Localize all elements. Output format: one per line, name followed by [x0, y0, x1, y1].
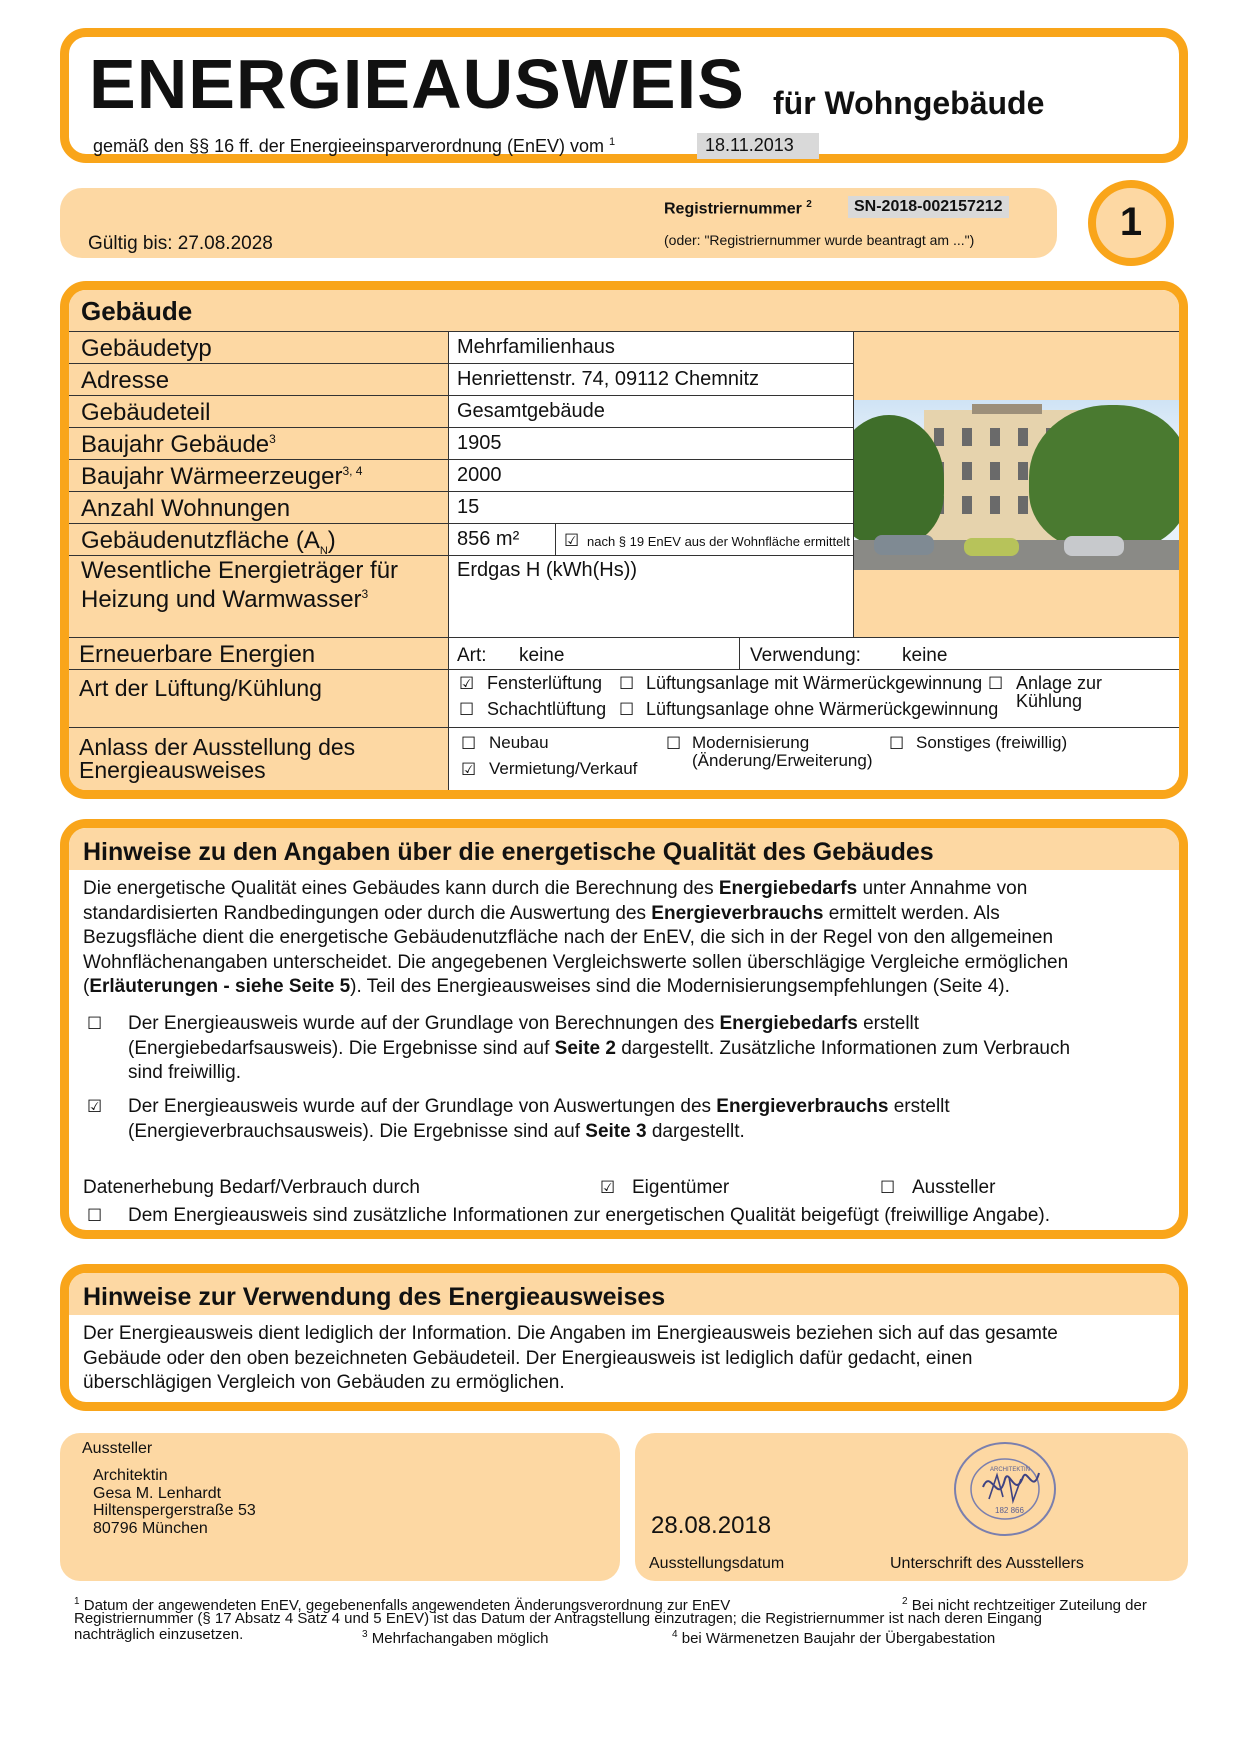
b1b: Energiebedarfs — [719, 1013, 858, 1034]
v1c: erstellt — [888, 1096, 950, 1117]
b2a: (Energiebedarfsausweis). Die Ergebnisse sind auf — [128, 1037, 555, 1059]
page-number: 1 — [1119, 200, 1143, 244]
fn3-num: 3 — [362, 1629, 368, 1640]
usage-line-3: überschlägigen Vergleich von Gebäuden zu ermöglichen. — [83, 1372, 565, 1393]
quality-line-5 — [83, 975, 1068, 1000]
renewable-use-value: keine — [902, 645, 948, 666]
vent-label-ohne-wrg: Lüftungsanlage ohne Wärmerückgewinnung — [646, 699, 999, 719]
issuer-line-2: Gesa M. Lenhardt — [93, 1484, 222, 1502]
bedarf-text — [128, 1012, 1070, 1086]
issue-date: 28.08.2018 — [651, 1512, 772, 1539]
value-adresse: Henriettenstr. 74, 09112 Chemnitz — [457, 368, 760, 390]
issuer-line-4: 80796 München — [93, 1519, 208, 1537]
occ-check-sonstiges[interactable]: ☐ — [889, 734, 905, 754]
quality-line-4: Wohnflächenangaben unterscheidet. Die angegebenen Vergleichswerte sollen überschlägige Vergleiche ermöglichen — [83, 951, 1069, 973]
label-nutzflaeche-sub: N — [319, 544, 328, 557]
issuer-line-1: Architektin — [93, 1467, 168, 1484]
building-section-title: Gebäude — [81, 296, 193, 326]
value-anzahl-wohnungen: 15 — [457, 496, 480, 518]
issuer-line-3: Hiltenspergerstraße 53 — [93, 1502, 256, 1519]
page-title: ENERGIEAUSWEIS — [89, 45, 745, 123]
v2c: dargestellt. — [646, 1120, 745, 1142]
valid-until: Gültig bis: 27.08.2028 — [88, 233, 273, 254]
occ-check-vermietung[interactable]: ☑ — [461, 760, 477, 780]
usage-line-1: Der Energieausweis dient lediglich der Information. Die Angaben im Energieausweis beziehen sich auf das gesamte — [83, 1323, 1058, 1344]
building-photo — [854, 400, 1179, 570]
renewable-type-value: keine — [519, 645, 565, 666]
stamp-title: ARCHITEKTIN — [990, 1467, 1031, 1473]
label-gebaeudetyp: Gebäudetyp — [81, 335, 212, 362]
occ-label-modernisierung: Modernisierung — [692, 733, 810, 752]
quality-notes-title: Hinweise zu den Angaben über die energetische Qualität des Gebäudes — [83, 838, 934, 866]
fn1-text: Datum der angewendeten EnEV, gegebenenfalls angewendeten Änderungsverordnung zur EnEV — [83, 1597, 731, 1614]
label-baujahr-gebaeude-text: Baujahr Gebäude — [81, 431, 270, 458]
header-box — [60, 28, 1188, 163]
regulation-text — [93, 136, 615, 157]
occ-label-vermietung: Vermietung/Verkauf — [489, 759, 638, 778]
vent-check-ohne-wrg[interactable]: ☐ — [619, 700, 635, 720]
b2b: Seite 2 — [554, 1037, 616, 1059]
reg-number: SN-2018-002157212 — [848, 196, 1009, 218]
label-energietraeger-sup: 3 — [361, 587, 369, 601]
architect-stamp — [943, 1437, 1067, 1541]
label-adresse: Adresse — [81, 367, 170, 394]
fn3-text: Mehrfachangaben möglich — [371, 1630, 549, 1647]
label-anzahl-wohnungen: Anzahl Wohnungen — [81, 495, 291, 522]
registration-bar — [60, 188, 1057, 258]
vent-check-mit-wrg[interactable]: ☐ — [619, 674, 635, 694]
label-baujahr-gebaeude — [81, 431, 276, 459]
label-energietraeger-2 — [81, 582, 368, 612]
vent-label-mit-wrg: Lüftungsanlage mit Wärmerückgewinnung — [646, 673, 983, 693]
q2a: standardisierten Randbedingungen oder durch die Auswertung des — [83, 902, 652, 924]
bedarf-line-3: sind freiwillig. — [128, 1062, 241, 1083]
fn2-num: 2 — [902, 1596, 908, 1607]
q5c: ). Teil des Energieausweises sind die Modernisierungsempfehlungen (Seite 4). — [350, 976, 1010, 997]
issuer-address — [93, 1467, 256, 1537]
label-lueftung: Art der Lüftung/Kühlung — [79, 675, 322, 701]
v2b: Seite 3 — [585, 1120, 647, 1142]
label-anlass-2: Energieausweises — [79, 757, 266, 783]
issue-date-label: Ausstellungsdatum — [649, 1555, 785, 1572]
v2a: (Energieverbrauchsausweis). Die Ergebnisse sind auf — [128, 1120, 586, 1142]
vent-check-schachtlueftung[interactable]: ☐ — [459, 700, 475, 720]
occ-label-modernisierung-2: (Änderung/Erweiterung) — [692, 751, 873, 770]
occ-check-neubau[interactable]: ☐ — [461, 734, 477, 754]
usage-notes-text — [83, 1322, 1058, 1396]
q2c: ermittelt werden. Als — [823, 902, 1000, 924]
data-collection-label: Datenerhebung Bedarf/Verbrauch durch — [83, 1177, 420, 1198]
owner-label: Eigentümer — [632, 1177, 730, 1198]
value-baujahr-gebaeude: 1905 — [457, 432, 502, 454]
label-erneuerbare: Erneuerbare Energien — [79, 641, 316, 668]
vent-label-kuehlung-2: Kühlung — [1016, 691, 1083, 711]
fn1-num: 1 — [74, 1596, 80, 1607]
stamp-number: 182 866 — [995, 1506, 1024, 1515]
q1c: unter Annahme von — [857, 878, 1028, 899]
renewable-type-label: Art: — [457, 645, 487, 666]
fn4-num: 4 — [672, 1629, 678, 1640]
reg-label — [664, 199, 812, 218]
label-energietraeger-2-text: Heizung und Warmwasser — [81, 586, 362, 613]
regulation-date: 18.11.2013 — [697, 133, 819, 159]
verbrauch-checkbox[interactable]: ☑ — [87, 1097, 103, 1117]
verbrauch-line-2 — [128, 1120, 950, 1145]
vent-check-fensterlueftung[interactable]: ☑ — [459, 674, 475, 694]
signature-label: Unterschrift des Ausstellers — [890, 1555, 1084, 1572]
occ-label-neubau: Neubau — [489, 733, 549, 752]
bedarf-line-2 — [128, 1037, 1070, 1062]
occ-label-sonstiges: Sonstiges (freiwillig) — [916, 733, 1068, 752]
value-gebaeudetyp: Mehrfamilienhaus — [457, 336, 615, 358]
occ-check-modernisierung[interactable]: ☐ — [666, 734, 682, 754]
bedarf-line-1 — [128, 1012, 1070, 1037]
label-energietraeger-1: Wesentliche Energieträger für — [81, 557, 399, 584]
fn-line3-text: nachträglich einzusetzen. — [74, 1626, 244, 1643]
regulation-footnote: 1 — [608, 136, 616, 148]
footnote-line-2: Registriernummer (§ 17 Absatz 4 Satz 4 und 5 EnEV) ist das Datum der Antragstellung einzutragen; die Registriernummer ist nach deren Eingang — [74, 1609, 1043, 1627]
verbrauch-line-1 — [128, 1095, 950, 1120]
quality-notes-text — [83, 877, 1068, 1000]
label-baujahr-waermeerzeuger-sup: 3, 4 — [342, 464, 363, 478]
label-baujahr-waermeerzeuger — [81, 463, 362, 491]
vent-label-kuehlung: Anlage zur — [1016, 673, 1103, 693]
regulation-label: gemäß den §§ 16 ff. der Energieeinsparverordnung (EnEV) vom — [93, 136, 604, 156]
quality-line-3: Bezugsfläche dient die energetische Gebäudenutzfläche nach der EnEV, die sich in der Regel von den allgemeinen — [83, 927, 1054, 948]
footnotes — [74, 1594, 1184, 1647]
verbrauch-text — [128, 1095, 950, 1144]
footnote-line-3 — [74, 1626, 1184, 1647]
q5a: ( — [83, 976, 90, 997]
reg-label-text: Registriernummer — [664, 200, 802, 218]
vent-label-schachtlueftung: Schachtlüftung — [487, 699, 607, 719]
q5b: Erläuterungen - siehe Seite 5 — [89, 976, 351, 997]
issuer-heading: Aussteller — [82, 1440, 153, 1457]
quality-line-1 — [83, 877, 1068, 902]
issuer-label: Aussteller — [912, 1177, 996, 1198]
fn2-text: Bei nicht rechtzeitiger Zuteilung der — [911, 1597, 1147, 1614]
reg-hint: (oder: "Registriernummer wurde beantragt am ...") — [664, 232, 975, 248]
page-number-badge — [1088, 180, 1174, 266]
usage-notes-title: Hinweise zur Verwendung des Energieausweises — [83, 1283, 666, 1311]
label-nutzflaeche — [81, 527, 336, 557]
b2c: dargestellt. Zusätzliche Informationen zum Verbrauch — [615, 1037, 1071, 1059]
owner-checkbox[interactable]: ☑ — [600, 1178, 616, 1198]
bedarf-checkbox[interactable]: ☐ — [87, 1014, 103, 1034]
q1a: Die energetische Qualität eines Gebäudes kann durch die Berechnung des — [83, 878, 719, 899]
usage-notes-section — [60, 1264, 1188, 1411]
area-note: nach § 19 EnEV aus der Wohnfläche ermittelt — [587, 534, 850, 549]
reg-footnote: 2 — [806, 199, 812, 210]
label-baujahr-gebaeude-sup: 3 — [269, 432, 276, 446]
value-nutzflaeche: 856 m² — [457, 528, 520, 550]
renewable-use-label: Verwendung: — [750, 645, 861, 666]
v1a: Der Energieausweis wurde auf der Grundlage von Auswertungen des — [128, 1096, 717, 1117]
label-anlass-1: Anlass der Ausstellung des — [79, 734, 356, 760]
label-gebaeudeteil: Gebäudeteil — [81, 399, 211, 426]
b1a: Der Energieausweis wurde auf der Grundlage von Berechnungen des — [128, 1013, 720, 1034]
q2b: Energieverbrauchs — [651, 902, 824, 924]
issuer-checkbox[interactable]: ☐ — [880, 1178, 896, 1198]
usage-line-2: Gebäude oder den oben bezeichneten Gebäudeteil. Der Energieausweis ist lediglich dafür gedacht, einen — [83, 1347, 973, 1369]
label-baujahr-waermeerzeuger-text: Baujahr Wärmeerzeuger — [81, 463, 343, 490]
page-subtitle: für Wohngebäude — [773, 85, 1045, 121]
b1c: erstellt — [857, 1013, 920, 1034]
value-energietraeger: Erdgas H (kWh(Hs)) — [457, 559, 638, 581]
fn4-text: bei Wärmenetzen Baujahr der Übergabestation — [681, 1630, 996, 1647]
area-checkbox[interactable]: ☑ — [564, 531, 580, 551]
signature-box — [635, 1433, 1188, 1581]
vent-check-kuehlung[interactable]: ☐ — [988, 674, 1004, 694]
label-nutzflaeche-end: ) — [327, 527, 336, 554]
quality-line-2 — [83, 902, 1068, 927]
quality-notes-section — [60, 819, 1188, 1239]
issuer-box — [60, 1433, 620, 1581]
value-baujahr-waermeerzeuger: 2000 — [457, 464, 502, 486]
extra-info-label: Dem Energieausweis sind zusätzliche Informationen zur energetischen Qualität beigefügt (freiwillige Angabe). — [128, 1205, 1051, 1226]
extra-info-checkbox[interactable]: ☐ — [87, 1206, 103, 1226]
building-section — [60, 281, 1188, 799]
vent-label-fensterlueftung: Fensterlüftung — [487, 673, 603, 693]
label-nutzflaeche-text: Gebäudenutzfläche (A — [81, 527, 320, 554]
footnote-line-1 — [74, 1594, 1184, 1614]
q1b: Energiebedarfs — [718, 878, 858, 899]
v1b: Energieverbrauchs — [716, 1096, 889, 1117]
value-gebaeudeteil: Gesamtgebäude — [457, 400, 605, 422]
